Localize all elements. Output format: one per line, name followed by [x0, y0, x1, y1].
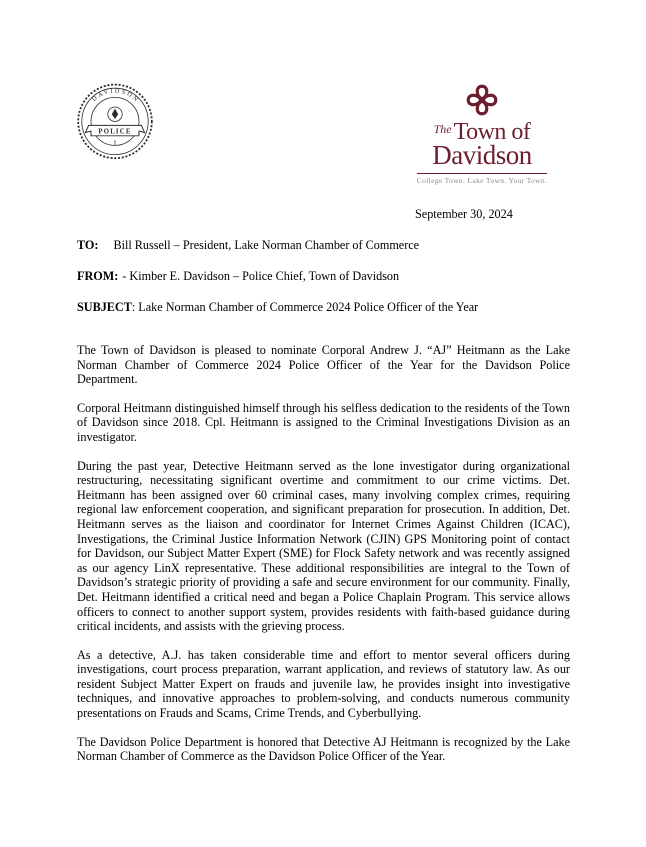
to-label: TO: — [77, 238, 99, 252]
to-line — [77, 238, 570, 253]
body-paragraph: Corporal Heitmann distinguished himself through his selfless dedication to the residents of the Town of Davidson since 2018. Cpl. Heitmann is assigned to the Criminal Investigations Division as an investigator. — [77, 400, 570, 444]
celtic-knot-icon — [464, 82, 500, 118]
subject-line — [77, 300, 570, 315]
badge-numeral: I — [113, 139, 117, 148]
town-logo-rule — [417, 173, 547, 174]
letter-body — [77, 343, 570, 764]
town-logo-town-of: Town of — [453, 119, 531, 145]
subject-value: : Lake Norman Chamber of Commerce 2024 Police Officer of the Year — [131, 300, 479, 314]
from-line — [77, 269, 570, 284]
badge-arc-text: DAVIDSON — [90, 87, 141, 105]
town-logo-the: The — [433, 122, 452, 136]
town-logo-tagline: College Town. Lake Town. Your Town. — [416, 176, 548, 185]
letterhead — [77, 78, 570, 185]
town-logo-davidson: Davidson — [432, 140, 532, 170]
from-value: - Kimber E. Davidson – Police Chief, Town of Davidson — [122, 269, 400, 283]
body-paragraph: The Town of Davidson is pleased to nominate Corporal Andrew J. “AJ” Heitmann as the Lake Norman Chamber of Commerce 2024 Police Officer of the Year for the Davidson Police Department. — [77, 343, 570, 387]
body-paragraph: The Davidson Police Department is honored that Detective AJ Heitmann is recognized by the Lake Norman Chamber of Commerce as the Davidson Police Officer of the Year. — [77, 734, 570, 764]
from-label: FROM: — [77, 269, 119, 283]
body-paragraph: As a detective, A.J. has taken considerable time and effort to mentor several officers during investigations, court process preparation, warrant application, and reviews of statutory law. As our resident Subject Matter Expert on frauds and juvenile law, he provides insight into investigative techniques, and innovative approaches to problem-solving, and conducts numerous community presentations on Frauds and Scams, Crime Trends, and Cyberbullying. — [77, 647, 570, 721]
letter-date: September 30, 2024 — [415, 207, 513, 221]
body-paragraph: During the past year, Detective Heitmann served as the lone investigator during organizational restructuring, necessitating significant overtime and commitment to our crime victims. Det. Heitmann has been assigned over 60 criminal cases, many involving complex crimes, requiring regional law enforcement cooperation, and significant preparation for prosecution. In addition, Det. Heitmann serves as the liaison and coordinator for Internet Crimes Against Children (ICAC), Investigations, the Criminal Justice Information Network (CJIN) GPS Monitoring point of contact for Davidson, our Subject Matter Expert (SME) for Flock Safety network and was recently assigned as our agency LinX representative. These additional responsibilities are integral to the Town of Davidson’s strategic priority of providing a safe and secure environment for our community. Finally, Det. Heitmann identified a critical need and began a Police Chaplain Program. This service allows officers to connect to another support system, provides residents with faith-based guidance during critical incidents, and assists with the grieving process. — [77, 458, 570, 634]
davidson-police-badge-icon — [75, 78, 155, 176]
subject-label: SUBJECT — [77, 300, 132, 314]
town-of-davidson-logo — [416, 82, 548, 185]
badge-banner-text: POLICE — [98, 128, 132, 136]
to-value: Bill Russell – President, Lake Norman Chamber of Commerce — [113, 238, 420, 252]
